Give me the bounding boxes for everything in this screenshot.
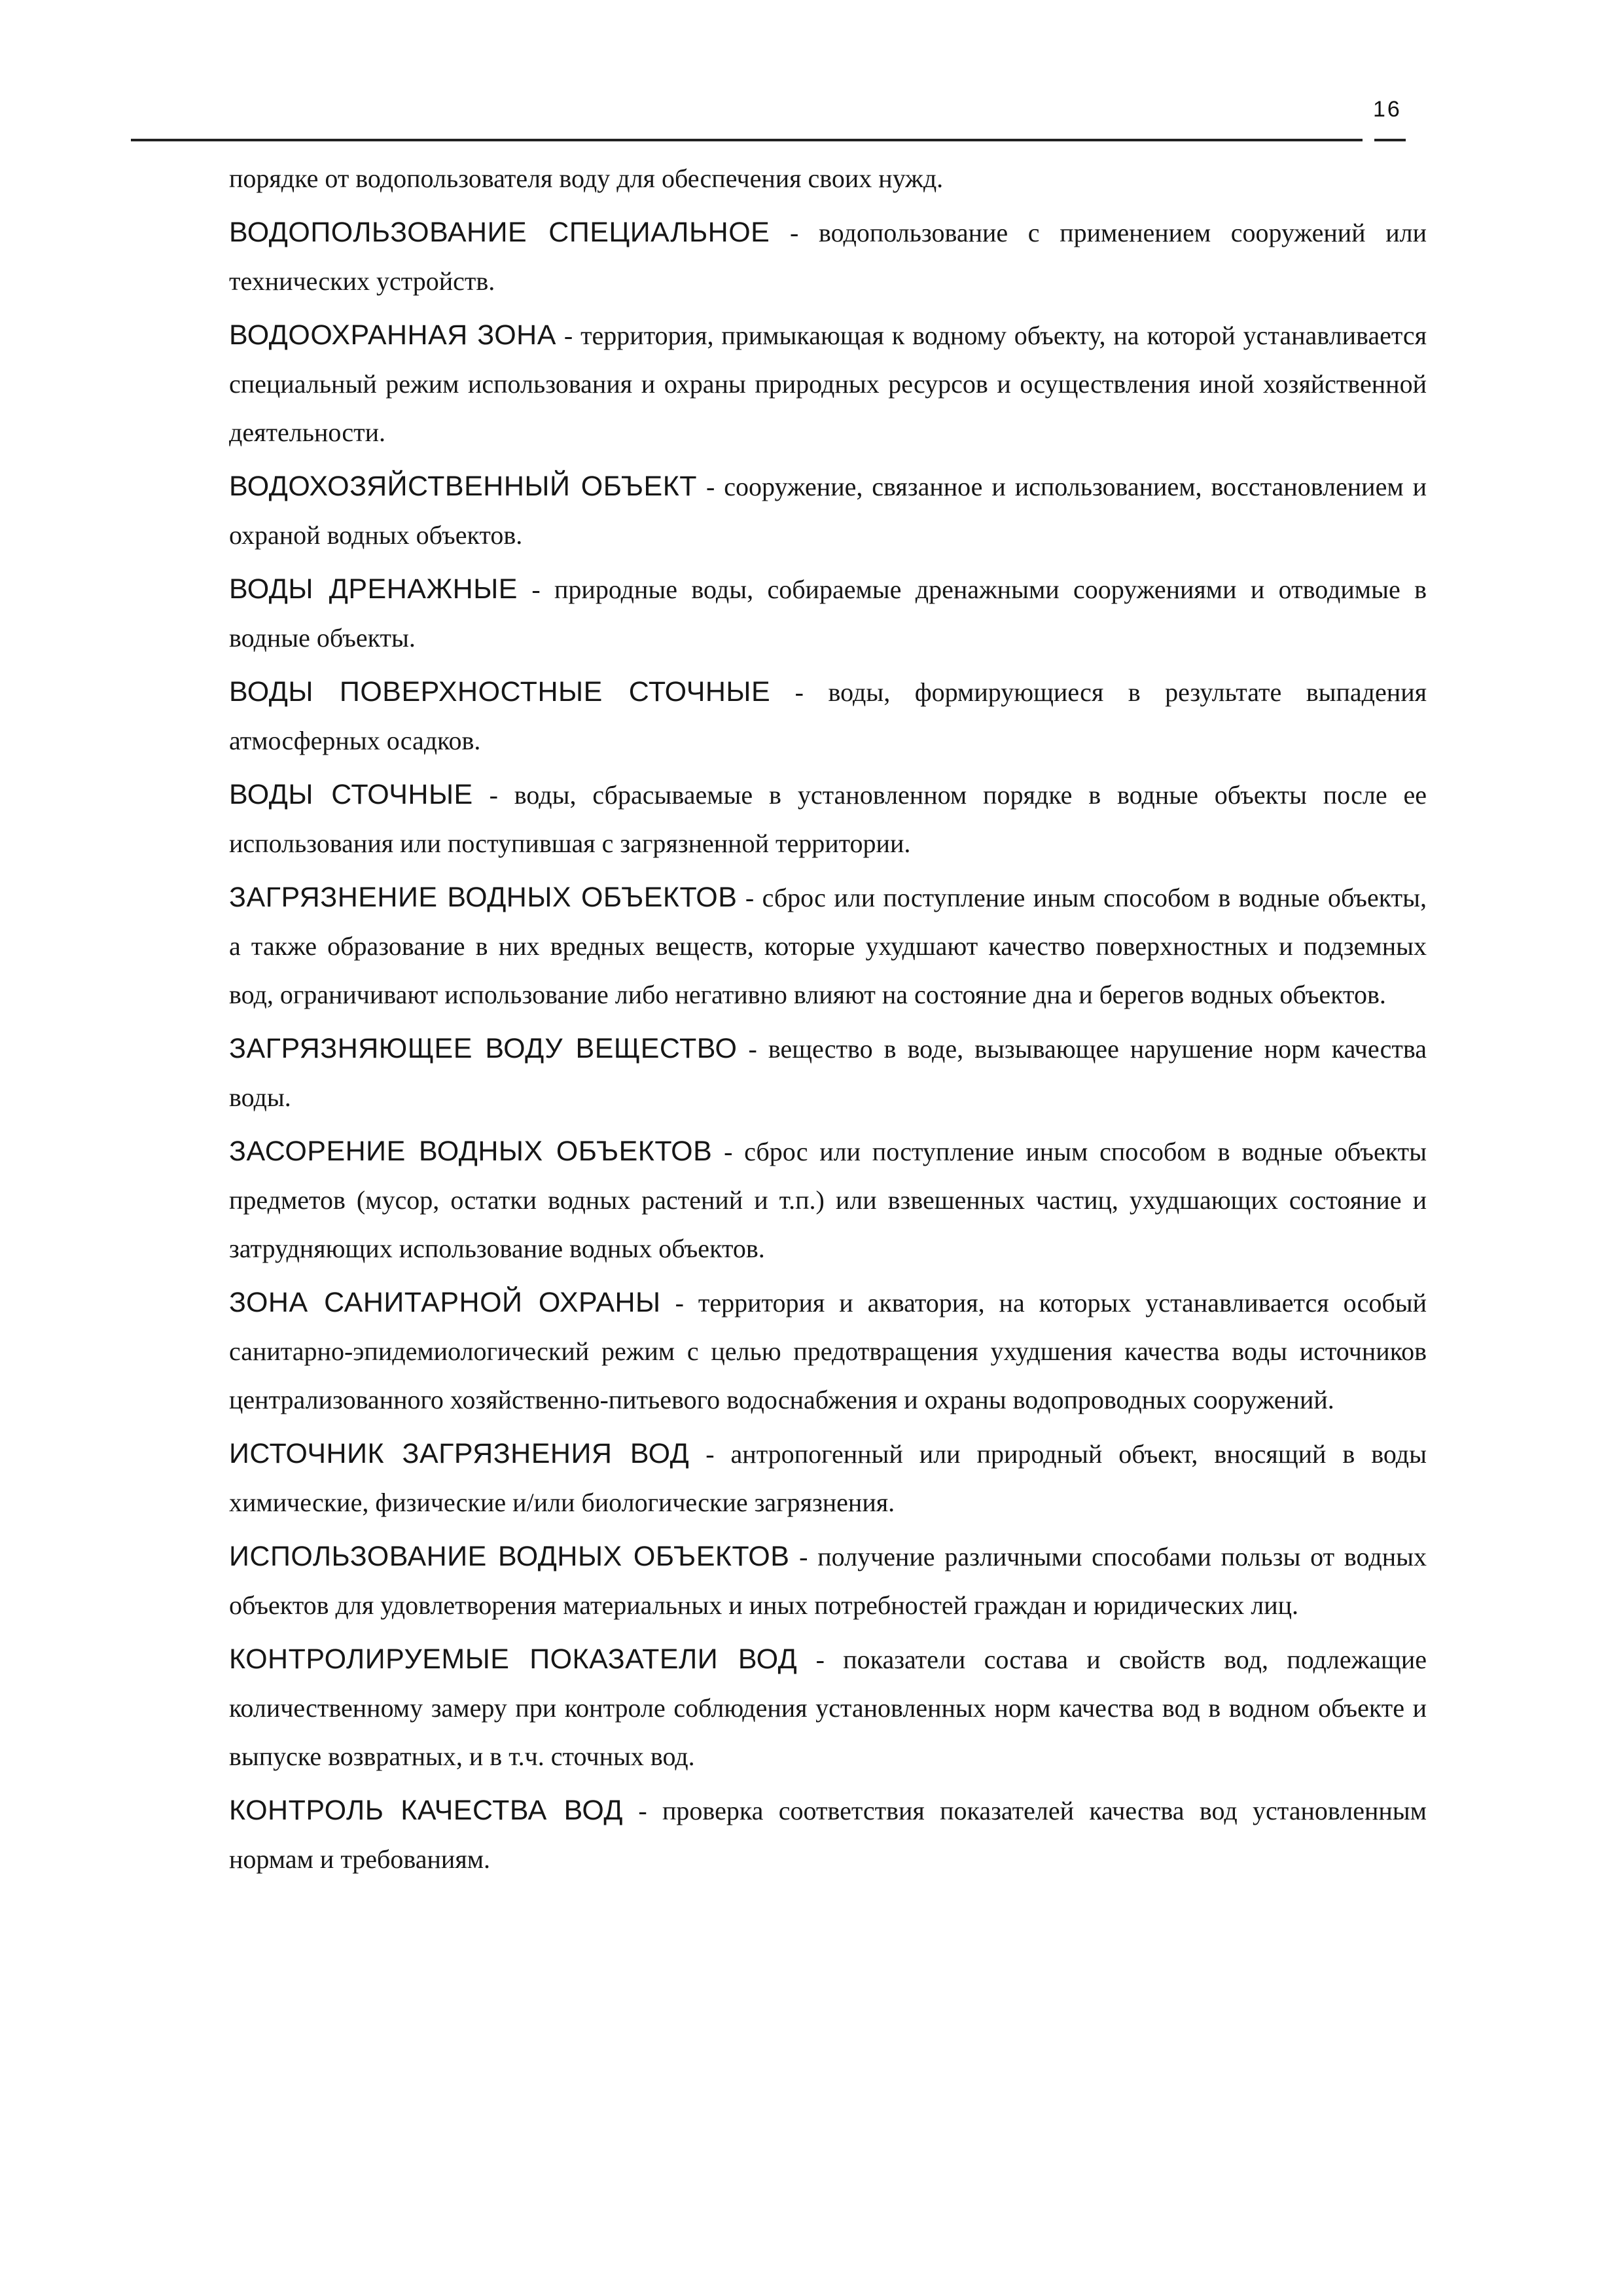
term: ЗАГРЯЗНЯЮЩЕЕ ВОДУ ВЕЩЕСТВО (229, 1033, 738, 1064)
term: ВОДОПОЛЬЗОВАНИЕ СПЕЦИАЛЬНОЕ (229, 217, 770, 248)
glossary-entry (229, 1532, 1427, 1630)
page-number: 16 (1373, 97, 1402, 122)
definition: - территория и акватория, на которых устанавливается особый санитарно-эпидемиологический режим с целью предотвращения ухудшения качества воды источников централизованного хозяйственно-питьевого водоснабжения и охраны водопроводных сооружений. (229, 1288, 1427, 1414)
page-number-underline (1374, 139, 1406, 141)
definition: - вещество в воде, вызывающее нарушение норм качества воды. (229, 1034, 1427, 1112)
glossary-entry (229, 1786, 1427, 1884)
term: ВОДОХОЗЯЙСТВЕННЫЙ ОБЪЕКТ (229, 471, 698, 502)
definition: - сброс или поступление иным способом в водные объекты предметов (мусор, остатки водных растений и т.п.) или взвешенных частиц, ухудшающих состояние и затрудняющих использование водных объектов. (229, 1137, 1427, 1263)
glossary-entry (229, 462, 1427, 560)
definition: - сооружение, связанное и использованием, восстановлением и охраной водных объектов. (229, 472, 1427, 550)
definition: - воды, сбрасываемые в установленном порядке в водные объекты после ее использования или поступившая с загрязненной территории. (229, 780, 1427, 858)
definition: - проверка соответствия показателей качества вод установленным нормам и требованиям. (229, 1796, 1427, 1874)
glossary-entry (229, 208, 1427, 306)
term: ВОДЫ СТОЧНЫЕ (229, 779, 473, 810)
glossary-entry (229, 1278, 1427, 1424)
glossary-entry (229, 1635, 1427, 1781)
glossary-entry (229, 1127, 1427, 1273)
definition: - антропогенный или природный объект, вносящий в воды химические, физические и/или биологические загрязнения. (229, 1439, 1427, 1517)
term: ИСПОЛЬЗОВАНИЕ ВОДНЫХ ОБЪЕКТОВ (229, 1541, 790, 1572)
term: ВОДЫ ПОВЕРХНОСТНЫЕ СТОЧНЫЕ (229, 676, 771, 708)
glossary-entry (229, 565, 1427, 662)
term: ВОДООХРАННАЯ ЗОНА (229, 319, 556, 351)
glossary-entry (229, 311, 1427, 457)
glossary-content (229, 154, 1427, 1889)
definition: - сброс или поступление иным способом в водные объекты, а также образование в них вредных веществ, которые ухудшают качество поверхностных и подземных вод, ограничивают использование либо негативно влияют на состояние дна и берегов водных объектов. (229, 883, 1427, 1009)
term: ЗОНА САНИТАРНОЙ ОХРАНЫ (229, 1287, 661, 1318)
glossary-entry (229, 873, 1427, 1019)
term: ЗАСОРЕНИЕ ВОДНЫХ ОБЪЕКТОВ (229, 1136, 713, 1167)
glossary-entry (229, 668, 1427, 765)
definition: - показатели состава и свойств вод, подлежащие количественному замеру при контроле соблюдения установленных норм качества вод в водном объекте и выпуске возвратных, и в т.ч. сточных вод. (229, 1645, 1427, 1771)
term: КОНТРОЛЬ КАЧЕСТВА ВОД (229, 1795, 623, 1826)
glossary-entry (229, 1429, 1427, 1527)
term: ЗАГРЯЗНЕНИЕ ВОДНЫХ ОБЪЕКТОВ (229, 882, 738, 913)
glossary-entry (229, 1024, 1427, 1122)
definition: - природные воды, собираемые дренажными сооружениями и отводимые в водные объекты. (229, 575, 1427, 653)
definition: - воды, формирующиеся в результате выпадения атмосферных осадков. (229, 677, 1427, 755)
definition: - водопользование с применением сооружений или технических устройств. (229, 218, 1427, 296)
term: ИСТОЧНИК ЗАГРЯЗНЕНИЯ ВОД (229, 1438, 690, 1469)
term: КОНТРОЛИРУЕМЫЕ ПОКАЗАТЕЛИ ВОД (229, 1643, 798, 1675)
glossary-entry (229, 770, 1427, 868)
continuation-text: порядке от водопользователя воду для обеспечения своих нужд. (229, 164, 944, 193)
header-rule (131, 139, 1363, 141)
definition: - территория, примыкающая к водному объекту, на которой устанавливается специальный режим использования и охраны природных ресурсов и осуществления иной хозяйственной деятельности. (229, 321, 1427, 447)
definition: - получение различными способами пользы от водных объектов для удовлетворения материальных и иных потребностей граждан и юридических лиц. (229, 1542, 1427, 1620)
term: ВОДЫ ДРЕНАЖНЫЕ (229, 573, 518, 605)
